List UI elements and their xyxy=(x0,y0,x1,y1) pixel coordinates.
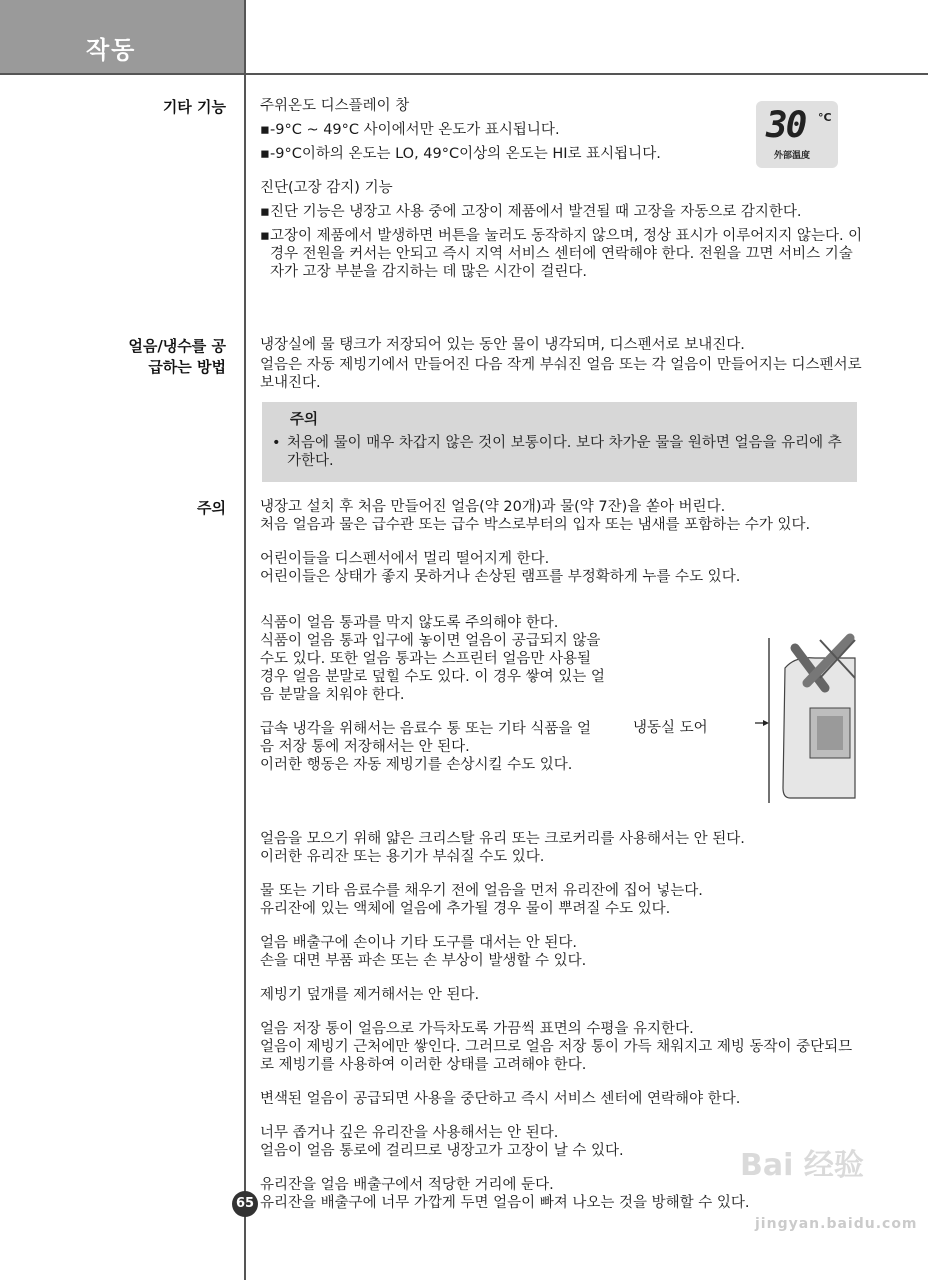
note-text: • 처음에 물이 매우 차갑지 않은 것이 보통이다. 보다 차가운 물을 원하면 얼음을 유리에 추가한다. xyxy=(272,435,842,469)
header-tab xyxy=(0,0,245,73)
caution-item: 손을 대면 부품 파손 또는 손 부상이 발생할 수 있다. xyxy=(260,953,587,969)
supply-para-1: 냉장실에 물 탱크가 저장되어 있는 동안 물이 냉각되며, 디스펜서로 보내진다. xyxy=(260,337,745,353)
ambient-temp-display xyxy=(756,101,838,168)
section-heading-supply: 얼음/냉수를 공 급하는 방법 xyxy=(128,337,226,376)
caution-item: 유리잔을 배출구에 너무 가깝게 두면 얼음이 빠져 나오는 것을 방해할 수 있다. xyxy=(260,1195,750,1211)
list-item: ▪ -9°C이하의 온도는 LO, 49°C이상의 온도는 HI로 표시됩니다. xyxy=(260,146,661,162)
caution-item: 유리잔에 있는 액체에 얼음에 추가될 경우 물이 뿌려질 수도 있다. xyxy=(260,901,671,917)
note-box xyxy=(262,402,857,482)
supply-section xyxy=(260,336,865,392)
temp-value: 30 xyxy=(766,105,806,146)
illustration-label: 냉동실 도어 xyxy=(633,720,708,736)
caution-item: 얼음을 모으기 위해 얇은 크리스탈 유리 또는 크로커리를 사용해서는 안 된다. xyxy=(260,831,745,847)
page-number: 65 xyxy=(232,1191,258,1217)
caution-item: 얼음이 얼음 통로에 걸리므로 냉장고가 고장이 날 수 있다. xyxy=(260,1143,624,1159)
diag-title: 진단(고장 감지) 기능 xyxy=(260,180,393,196)
caution-item: 어린이들을 디스펜서에서 멀리 떨어지게 한다. xyxy=(260,551,550,567)
list-item: ▪ 고장이 제품에서 발생하면 버튼을 눌러도 동작하지 않으며, 정상 표시가 이루어지지 않는다. 이 경우 전원을 커서는 안되고 즉시 지역 서비스 센터에 연락해야 한다. 전원을 끄면 서비스 기술자가 고장 부분을 감지하는 데 많은 시간이 걸린다. xyxy=(260,228,863,280)
caution-item: 얼음 배출구에 손이나 기타 도구를 대서는 안 된다. xyxy=(260,935,578,951)
caution-item: 얼음 저장 통이 얼음으로 가득차도록 가끔씩 표면의 수평을 유지한다. xyxy=(260,1021,694,1037)
caution-item: 처음 얼음과 물은 급수관 또는 급수 박스로부터의 입자 또는 냄새를 포함하는 수가 있다. xyxy=(260,517,811,533)
section-heading-other: 기타 기능 xyxy=(162,98,226,116)
list-item: ▪ -9°C ~ 49°C 사이에서만 온도가 표시됩니다. xyxy=(260,122,560,138)
caution-item: 냉장고 설치 후 처음 만들어진 얼음(약 20개)과 물(약 7잔)을 쏟아 버린다. xyxy=(260,499,726,515)
page-title: 작동 xyxy=(86,36,137,64)
temp-unit: °C xyxy=(818,111,832,124)
caution-item: 너무 좁거나 깊은 유리잔을 사용해서는 안 된다. xyxy=(260,1125,559,1141)
ambient-title: 주위온도 디스플레이 창 xyxy=(260,98,410,114)
temp-label: 外部温度 xyxy=(774,151,811,161)
watermark: Bai 经验 xyxy=(740,1148,864,1183)
supply-para-2: 얼음은 자동 제빙기에서 만들어진 다음 작게 부숴진 얼음 또는 각 얼음이 만들어지는 디스펜서로 보내진다. xyxy=(260,357,862,391)
caution-item: 얼음이 제빙기 근처에만 쌓인다. 그러므로 얼음 저장 통이 가득 채워지고 제빙 동작이 중단되므로 제빙기를 사용하여 이러한 상태를 고려해야 한다. xyxy=(260,1039,853,1073)
caution-item: 급속 냉각을 위해서는 음료수 통 또는 기타 식품을 얼음 저장 통에 저장해서는 안 된다. xyxy=(260,721,592,755)
note-title: 주의 xyxy=(290,412,319,428)
freezer-door-illustration xyxy=(755,628,865,808)
header-divider xyxy=(0,73,928,75)
caution-item: 제빙기 덮개를 제거해서는 안 된다. xyxy=(260,987,480,1003)
caution-item: 유리잔을 얼음 배출구에서 적당한 거리에 둔다. xyxy=(260,1177,554,1193)
caution-item: 변색된 얼음이 공급되면 사용을 중단하고 즉시 서비스 센터에 연락해야 한다. xyxy=(260,1091,741,1107)
caution-block-2 xyxy=(260,614,605,774)
caution-item: 물 또는 기타 음료수를 채우기 전에 얼음을 먼저 유리잔에 집어 넣는다. xyxy=(260,883,703,899)
caution-block-1 xyxy=(260,498,865,586)
caution-item: 어린이들은 상태가 좋지 못하거나 손상된 램프를 부정확하게 누를 수도 있다. xyxy=(260,569,741,585)
column-divider xyxy=(244,0,246,1280)
caution-item: 이러한 유리잔 또는 용기가 부숴질 수도 있다. xyxy=(260,849,545,865)
section-heading-caution: 주의 xyxy=(197,499,226,517)
watermark-url: jingyan.baidu.com xyxy=(755,1216,918,1232)
list-item: ▪ 진단 기능은 냉장고 사용 중에 고장이 제품에서 발견될 때 고장을 자동으로 감지한다. xyxy=(260,204,802,220)
caution-item: 식품이 얼음 통과 입구에 놓이면 얼음이 공급되지 않을 수도 있다. 또한 얼음 통과는 스프린터 얼음만 사용될 경우 얼음 분말로 덮힐 수도 있다. 이 경우 쌓여 있는 얼음 분말을 치워야 한다. xyxy=(260,633,605,703)
caution-item: 식품이 얼음 통과를 막지 않도록 주의해야 한다. xyxy=(260,615,559,631)
caution-item: 이러한 행동은 자동 제빙기를 손상시킬 수도 있다. xyxy=(260,757,573,773)
